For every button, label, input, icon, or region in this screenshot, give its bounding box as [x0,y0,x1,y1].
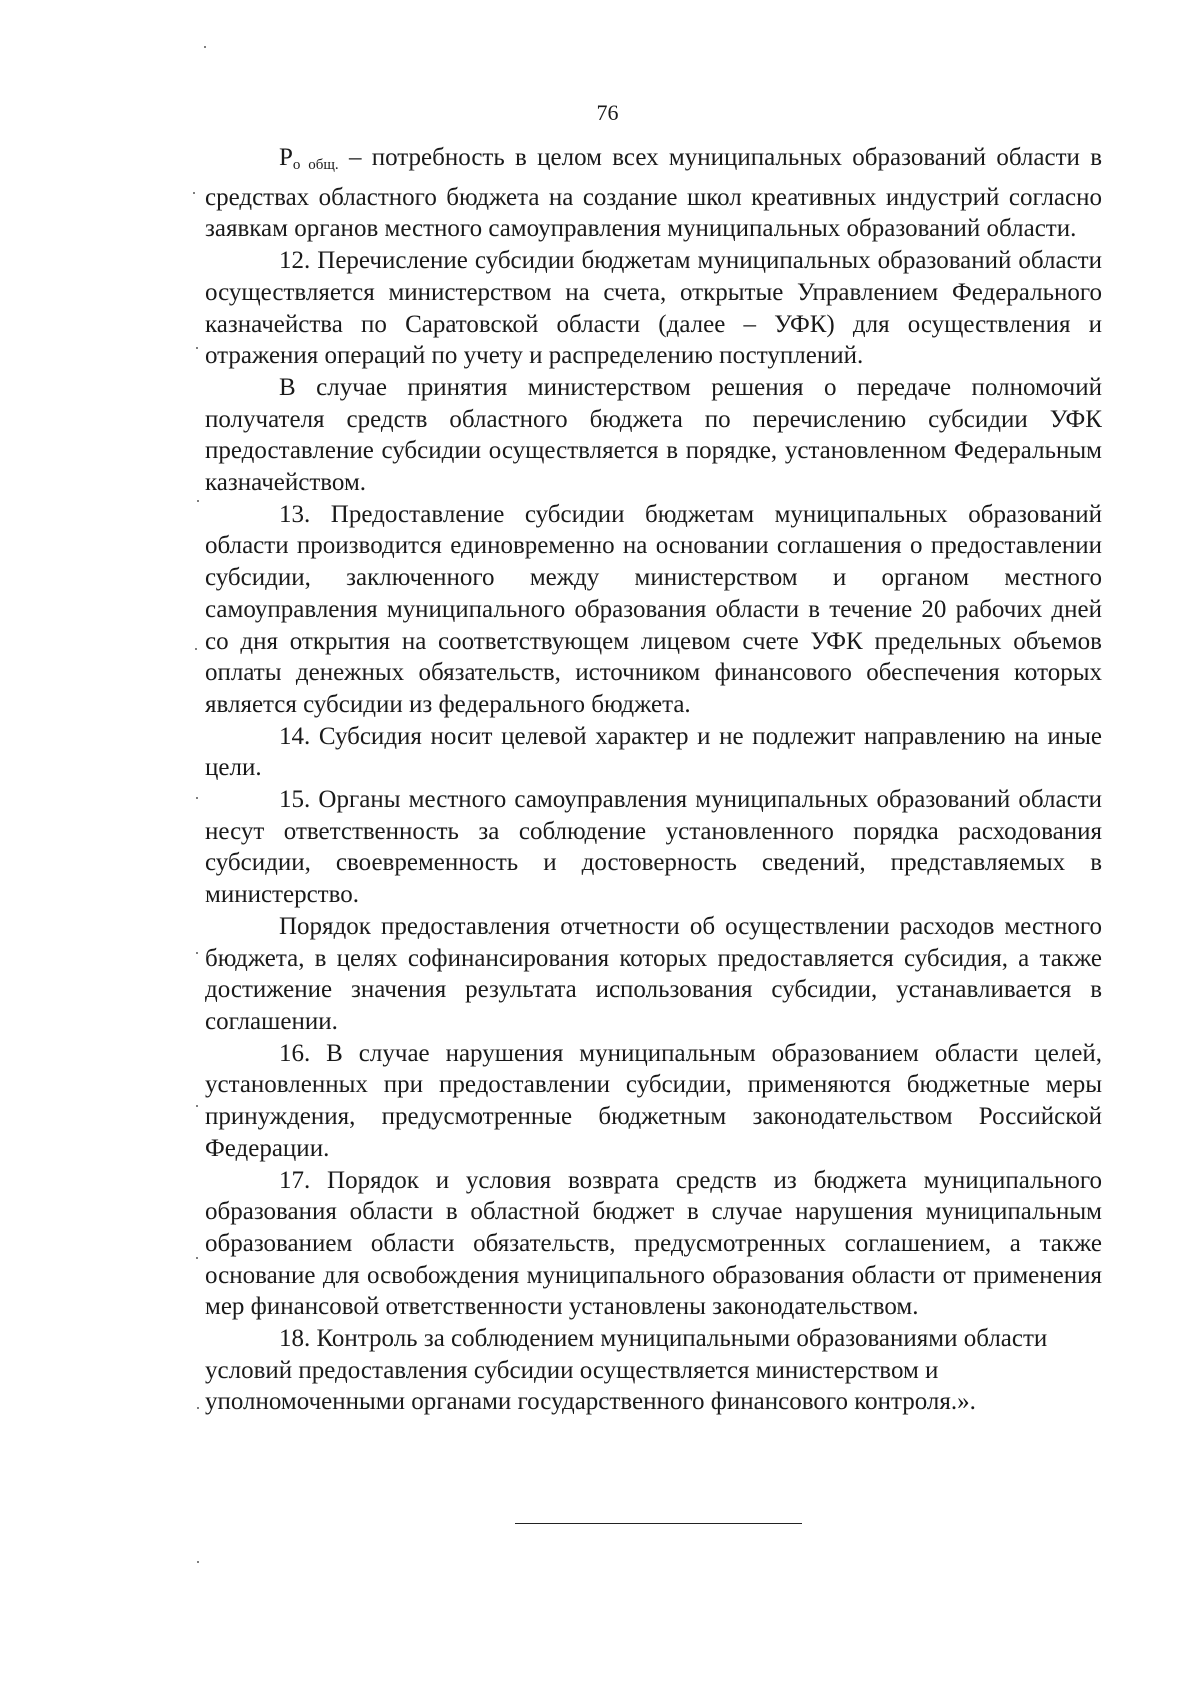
paragraph-16: 16. В случае нарушения муниципальным образованием области целей, установленных при предоставлении субсидии, применяются бюджетные меры принуждения, предусмотренные бюджетным законодательством Российской Федерации. [205,1039,1102,1162]
scan-speck [197,500,199,502]
scan-speck [193,192,195,194]
paragraph-12: 12. Перечисление субсидии бюджетам муниципальных образований области осуществляется министерством на счета, открытые Управлением Федерального казначейства по Саратовской области (далее – УФК) для осуществления и отражения операций по учету и распределению поступлений. [205,247,1102,370]
scan-speck [196,797,198,799]
paragraph-ufk-powers: В случае принятия министерством решения о передаче полномочий получателя средств областного бюджета по перечислению субсидии УФК предоставление субсидии осуществляется в порядке, установленном Федеральным казначейством. [205,373,1102,497]
paragraph-15: 15. Органы местного самоуправления муниципальных образований области несут ответственность за соблюдение установленного порядка расходования субсидии, своевременность и достоверность сведений, представляемых в министерство. [205,786,1102,909]
p-obsh-subscript: о общ. [292,157,339,173]
scan-speck [196,1257,198,1259]
scan-speck [197,1407,199,1409]
paragraph-reporting: Порядок предоставления отчетности об осуществлении расходов местного бюджета, в целях софинансирования которых предоставляется субсидия, а также достижение значения результата использования субсидии, устанавливается в соглашении. [205,912,1102,1035]
scan-speck [195,648,197,650]
paragraph-14: 14. Субсидия носит целевой характер и не подлежит направлению на иные цели. [205,722,1102,782]
paragraph-17: 17. Порядок и условия возврата средств из бюджета муниципального образования области в областной бюджет в случае нарушения муниципальным образованием области обязательств, предусмотренных соглашением, а также основание для освобождения муниципального образования области от применения мер финансовой ответственности установлены законодательством. [205,1166,1102,1321]
page-number: 76 [596,100,619,125]
end-rule [515,1523,802,1524]
scan-speck [197,1561,199,1563]
definition-p-obsh [205,142,1102,245]
scan-speck [196,1105,198,1107]
document-body [205,142,1102,1418]
scan-speck [204,46,206,48]
scan-speck [196,347,198,349]
scan-speck [196,952,198,954]
paragraph-18: 18. Контроль за соблюдением муниципальными образованиями области условий предоставления субсидии осуществляется министерством и уполномоченными органами государственного финансового контроля.». [205,1325,1048,1416]
paragraph-13: 13. Предоставление субсидии бюджетам муниципальных образований области производится единовременно на основании соглашения о предоставлении субсидии, заключенного между министерством и органом местного самоуправления муниципального образования области в течение 20 рабочих дней со дня открытия на соответствующем лицевом счете УФК предельных объемов оплаты денежных обязательств, источником финансового обеспечения которых является субсидии из федерального бюджета. [205,500,1102,718]
p-obsh-definition: – потребность в целом всех муниципальных образований области в средствах областного бюджета на создание школ креативных индустрий согласно заявкам органов местного самоуправления муниципальных образований области. [205,144,1102,243]
p-obsh-symbol: Р [279,144,293,171]
